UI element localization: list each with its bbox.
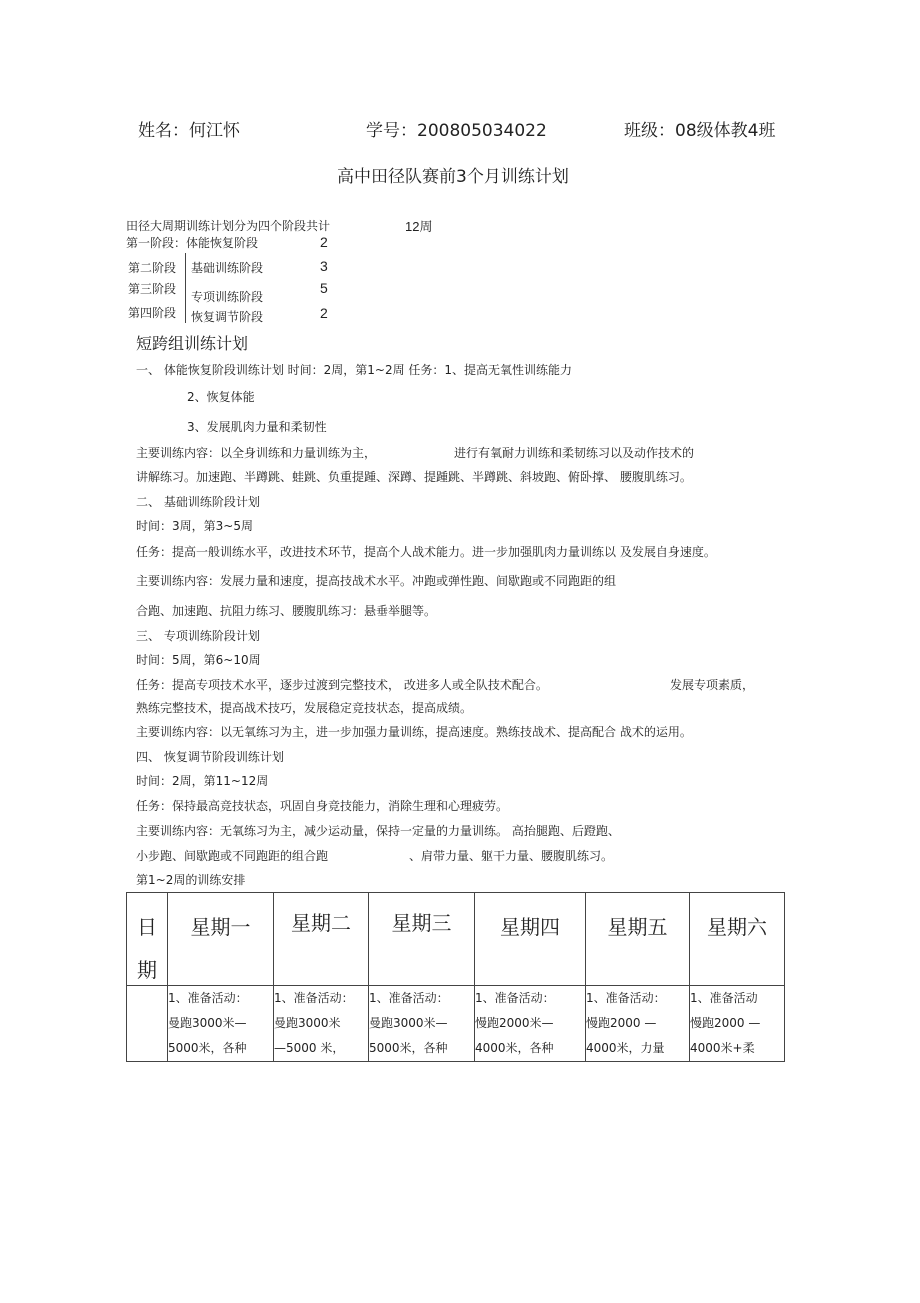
section-1-content-c: 讲解练习。加速跑、半蹲跳、蛙跳、负重提踵、深蹲、提踵跳、半蹲跳、斜坡跑、俯卧撑、 腰腹肌练习。 xyxy=(136,470,692,484)
cell-line: 4000米+柔 xyxy=(690,1041,755,1055)
student-class: 班级：08级体教4班 xyxy=(624,121,776,141)
schedule-row xyxy=(127,986,785,1062)
section-1-content-b: 进行有氧耐力训练和柔韧练习以及动作技术的 xyxy=(454,446,695,460)
section-4-time: 时间：2周，第11~12周 xyxy=(136,774,269,788)
stage-3-label: 第三阶段 xyxy=(128,282,177,296)
stage-4-label: 第四阶段 xyxy=(128,306,177,320)
cell-line: 曼跑3000米— xyxy=(369,1016,448,1030)
cell-line: 慢跑2000 — xyxy=(690,1016,761,1030)
day-header: 星期三 xyxy=(391,911,452,935)
cell-line: 1、准备活动： xyxy=(586,991,666,1005)
cell-line: 1、准备活动： xyxy=(168,991,248,1005)
cell-line: 1、准备活动： xyxy=(274,991,354,1005)
schedule-cell xyxy=(475,986,586,1062)
day-header-cell xyxy=(369,893,475,986)
section-2-content-b: 合跑、加速跑、抗阻力练习、腰腹肌练习：悬垂举腿等。 xyxy=(136,604,437,618)
section-3-task-c: 熟练完整技术，提高战术技巧，发展稳定竞技状态，提高成绩。 xyxy=(136,701,473,715)
section-3-heading: 三、 专项训练阶段计划 xyxy=(136,629,260,643)
stage-1-label: 第一阶段：体能恢复阶段 xyxy=(126,236,259,250)
stage-3-name: 专项训练阶段 xyxy=(191,290,264,304)
cell-line: 5000米，各种 xyxy=(168,1041,247,1055)
date-header-cell xyxy=(127,893,168,986)
section-2-heading: 二、 基础训练阶段计划 xyxy=(136,495,260,509)
cell-line: 1、准备活动： xyxy=(475,991,555,1005)
group-title: 短跨组训练计划 xyxy=(136,334,249,353)
cell-line: 4000米，力量 xyxy=(586,1041,665,1055)
day-header: 星期四 xyxy=(500,915,560,939)
cell-line: 慢跑2000 — xyxy=(586,1016,657,1030)
section-2-task: 任务：提高一般训练水平，改进技术环节，提高个人战术能力。进一步加强肌肉力量训练以 及发展自身速度。 xyxy=(136,545,716,559)
schedule-header-row xyxy=(127,893,785,986)
page-title: 高中田径队赛前3个月训练计划 xyxy=(337,167,569,187)
schedule-cell xyxy=(690,986,785,1062)
stage-1-weeks: 2 xyxy=(320,234,328,250)
date-label-top: 日 xyxy=(137,915,157,939)
day-header-cell xyxy=(690,893,785,986)
stage-bracket-line xyxy=(185,253,186,323)
cell-line: 慢跑2000米— xyxy=(475,1016,554,1030)
section-4-content-c: 、肩带力量、躯干力量、腰腹肌练习。 xyxy=(409,849,614,863)
section-4-content-b: 小步跑、间歇跑或不同跑距的组合跑 xyxy=(136,849,329,863)
cell-line: 1、准备活动： xyxy=(369,991,449,1005)
day-header-cell xyxy=(168,893,274,986)
section-4-heading: 四、 恢复调节阶段训练计划 xyxy=(136,750,284,764)
schedule-cell xyxy=(274,986,369,1062)
section-4-content-a: 主要训练内容：无氧练习为主，减少运动量，保持一定量的力量训练。 高抬腿跑、后蹬跑、 xyxy=(136,824,620,838)
section-3-task-a: 任务：提高专项技术水平，逐步过渡到完整技术， 改进多人或全队技术配合。 xyxy=(136,678,548,692)
stage-4-name: 恢复调节阶段 xyxy=(191,310,264,324)
cell-line: 5000米，各种 xyxy=(369,1041,448,1055)
section-3-task-b: 发展专项素质， xyxy=(670,678,755,692)
stages-total-weeks: 12周 xyxy=(405,219,433,234)
stage-2-label: 第二阶段 xyxy=(128,261,177,275)
date-label-bottom: 期 xyxy=(137,958,157,982)
stage-2-name: 基础训练阶段 xyxy=(191,261,264,275)
schedule-cell xyxy=(369,986,475,1062)
day-header-cell xyxy=(274,893,369,986)
section-2-time: 时间：3周，第3~5周 xyxy=(136,519,253,533)
day-header-cell xyxy=(475,893,586,986)
student-id: 学号：200805034022 xyxy=(366,121,547,141)
stages-intro: 田径大周期训练计划分为四个阶段共计 xyxy=(126,219,331,233)
schedule-caption: 第1~2周的训练安排 xyxy=(136,873,246,887)
section-3-content: 主要训练内容：以无氧练习为主，进一步加强力量训练，提高速度。熟练技战术、提高配合 战术的运用。 xyxy=(136,725,692,739)
section-1-task-2: 2、恢复体能 xyxy=(187,390,255,404)
day-header: 星期二 xyxy=(291,911,351,935)
section-3-time: 时间：5周，第6~10周 xyxy=(136,653,261,667)
section-2-content-a: 主要训练内容：发展力量和速度，提高技战术水平。冲跑或弹性跑、间歇跑或不同跑距的组 xyxy=(136,574,617,588)
section-1-task-3: 3、发展肌肉力量和柔韧性 xyxy=(187,420,327,434)
stage-4-weeks: 2 xyxy=(320,305,328,321)
day-header: 星期五 xyxy=(607,915,668,939)
stage-2-weeks: 3 xyxy=(320,258,328,274)
schedule-table xyxy=(126,892,785,1062)
stage-3-weeks: 5 xyxy=(320,280,328,296)
day-header: 星期一 xyxy=(190,915,251,939)
schedule-cell xyxy=(586,986,690,1062)
section-4-task: 任务：保持最高竞技状态，巩固自身竞技能力，消除生理和心理疲劳。 xyxy=(136,799,509,813)
cell-line: 4000米，各种 xyxy=(475,1041,554,1055)
day-header: 星期六 xyxy=(707,915,767,939)
schedule-cell xyxy=(168,986,274,1062)
cell-line: —5000 米， xyxy=(274,1041,345,1055)
cell-line: 曼跑3000米 xyxy=(274,1016,341,1030)
student-name: 姓名：何江怀 xyxy=(138,121,240,141)
cell-line: 曼跑3000米— xyxy=(168,1016,247,1030)
date-cell xyxy=(127,986,168,1062)
section-1-heading: 一、 体能恢复阶段训练计划 时间：2周，第1~2周 任务：1、提高无氧性训练能力 xyxy=(136,363,573,377)
cell-line: 1、准备活动 xyxy=(690,991,758,1005)
section-1-content-a: 主要训练内容：以全身训练和力量训练为主， xyxy=(136,446,377,460)
day-header-cell xyxy=(586,893,690,986)
